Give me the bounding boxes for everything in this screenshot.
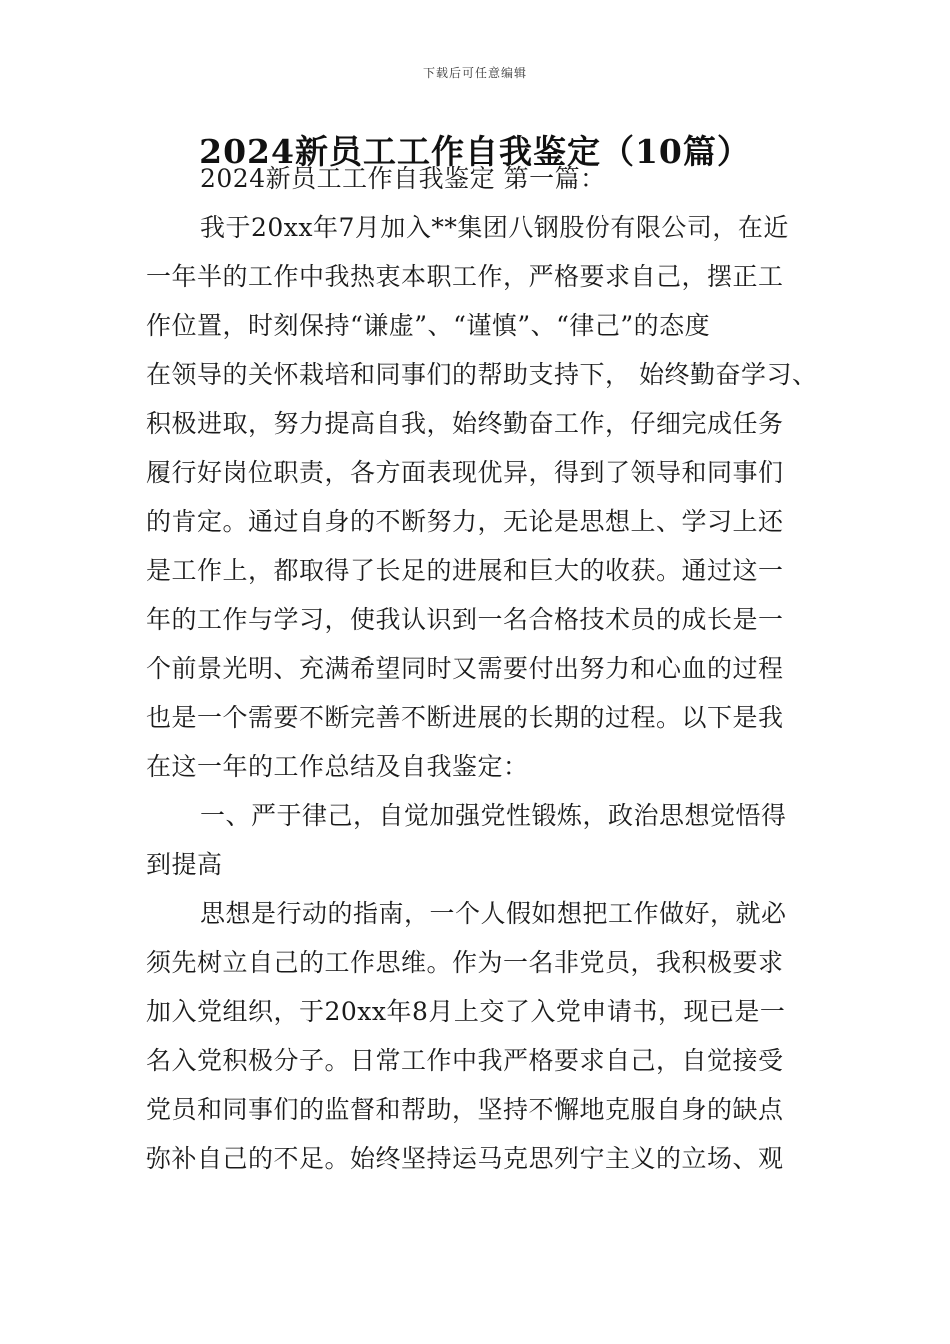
paragraph-line: 年的工作与学习，使我认识到一名合格技术员的成长是一 [146,605,784,634]
paragraph-line: 履行好岗位职责，各方面表现优异，得到了领导和同事们 [146,458,784,487]
header-note: 下载后可任意编辑 [422,66,527,80]
paragraph-line: 在这一年的工作总结及自我鉴定： [146,752,529,781]
paragraph-line: 一年半的工作中我热衷本职工作，严格要求自己，摆正工 [146,262,784,291]
paragraph-line: 名入党积极分子。日常工作中我严格要求自己，自觉接受 [146,1046,784,1075]
paragraph-line: 也是一个需要不断完善不断进展的长期的过程。以下是我 [146,703,784,732]
paragraph-line: 加入党组织，于20xx年8月上交了入党申请书，现已是一 [146,997,786,1026]
paragraph-line: 是工作上，都取得了长足的进展和巨大的收获。通过这一 [146,556,784,585]
paragraph-line: 作位置，时刻保持“谦虚”、“谨慎”、“律己”的态度 [146,311,711,340]
subheading-line: 到提高 [146,850,223,879]
document-body [146,154,818,1183]
paragraph-line: 积极进取，努力提高自我，始终勤奋工作，仔细完成任务 [146,409,784,438]
subheading-line: 一、严于律己，自觉加强党性锻炼，政治思想觉悟得 [200,801,787,830]
paragraph-line: 弥补自己的不足。始终坚持运马克思列宁主义的立场、观 [146,1144,784,1173]
document-title: 2024新员工工作自我鉴定（10篇） [199,132,751,171]
section-heading: 2024新员工工作自我鉴定 第一篇： [200,164,606,193]
paragraph-line: 在领导的关怀栽培和同事们的帮助支持下， 始终勤奋学习、 [146,360,818,389]
paragraph-line: 思想是行动的指南，一个人假如想把工作做好，就必 [200,899,787,928]
paragraph-line: 我于20xx年7月加入**集团八钢股份有限公司，在近 [200,213,789,242]
paragraph-line: 党员和同事们的监督和帮助，坚持不懈地克服自身的缺点 [146,1095,784,1124]
paragraph-line: 须先树立自己的工作思维。作为一名非党员，我积极要求 [146,948,784,977]
paragraph-line: 个前景光明、充满希望同时又需要付出努力和心血的过程 [146,654,784,683]
paragraph-line: 的肯定。通过自身的不断努力，无论是思想上、学习上还 [146,507,784,536]
